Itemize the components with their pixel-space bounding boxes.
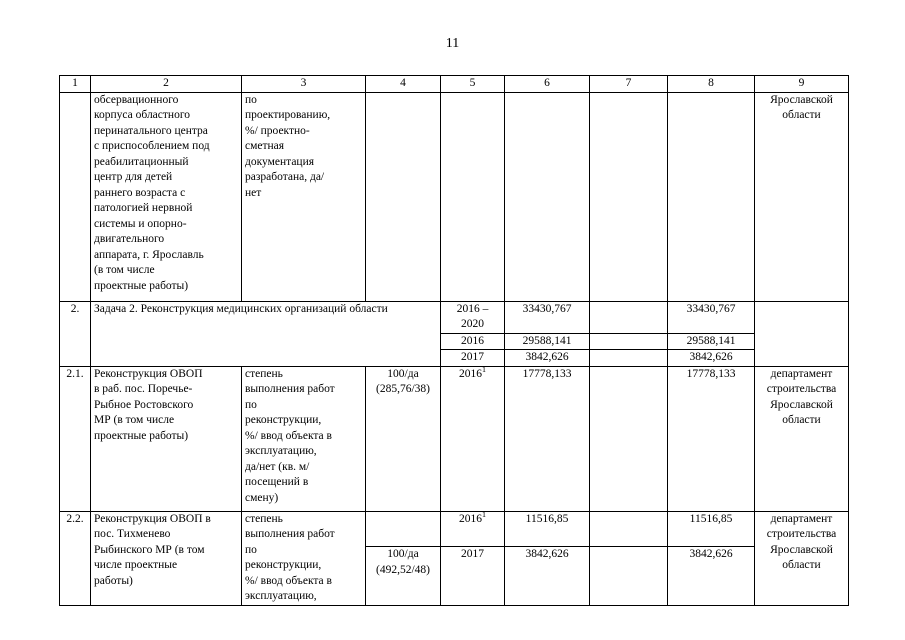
cell-federal (590, 92, 668, 301)
cell-regional: 3842,626 (668, 350, 755, 367)
table-row-continued (60, 92, 849, 301)
header-cell: 7 (590, 76, 668, 93)
header-cell: 8 (668, 76, 755, 93)
cell-indicator: по проектированию, %/ проектно- сметная документация разработана, да/ нет (242, 92, 366, 301)
cell-federal (590, 333, 668, 350)
year-value: 2016 (459, 512, 482, 525)
program-table (59, 75, 849, 606)
table-row-2-1 (60, 366, 849, 511)
cell-executor: департамент строительства Ярославской области (755, 366, 849, 511)
cell-total: 3842,626 (505, 547, 590, 605)
cell-target (366, 92, 441, 301)
cell-year (441, 92, 505, 301)
cell-total: 11516,85 (505, 511, 590, 547)
cell-executor (755, 301, 849, 366)
cell-regional: 33430,767 (668, 301, 755, 333)
task-title: Задача 2. Реконструкция медицинских организаций области (91, 301, 441, 366)
cell-year: 2017 (441, 350, 505, 367)
cell-regional: 11516,85 (668, 511, 755, 547)
cell-federal (590, 511, 668, 547)
cell-year (441, 366, 505, 511)
cell-federal (590, 547, 668, 605)
cell-target: 100/да (285,76/38) (366, 366, 441, 511)
cell-num (60, 92, 91, 301)
cell-regional: 3842,626 (668, 547, 755, 605)
header-cell: 9 (755, 76, 849, 93)
task-number: 2. (60, 301, 91, 366)
cell-target (366, 511, 441, 547)
cell-total: 17778,133 (505, 366, 590, 511)
cell-regional: 17778,133 (668, 366, 755, 511)
header-cell: 3 (242, 76, 366, 93)
cell-federal (590, 301, 668, 333)
cell-year: 2016 (441, 333, 505, 350)
cell-regional: 29588,141 (668, 333, 755, 350)
cell-year: 2016 – 2020 (441, 301, 505, 333)
cell-total (505, 92, 590, 301)
task-row (60, 301, 849, 333)
cell-federal (590, 366, 668, 511)
header-cell: 4 (366, 76, 441, 93)
cell-measure-name: Реконструкция ОВОП в раб. пос. Поречье- Рыбное Ростовского МР (в том числе проектные работы) (91, 366, 242, 511)
cell-year: 2017 (441, 547, 505, 605)
cell-measure-name: Реконструкция ОВОП в пос. Тихменево Рыбинского МР (в том числе проектные работы) (91, 511, 242, 605)
cell-num: 2.1. (60, 366, 91, 511)
cell-total: 3842,626 (505, 350, 590, 367)
cell-executor: Ярославской области (755, 92, 849, 301)
header-row (60, 76, 849, 93)
cell-indicator: степень выполнения работ по реконструкции, %/ ввод объекта в эксплуатацию, (242, 511, 366, 605)
header-cell: 2 (91, 76, 242, 93)
cell-measure-name: обсервационного корпуса областного перинатального центра с приспособлением под реабилитационный центр для детей раннего возраста с патологией нервной системы и опорно- двигательного аппарата, г. Ярославль (в том числе проектные работы) (91, 92, 242, 301)
year-value: 2016 (459, 367, 482, 380)
cell-num: 2.2. (60, 511, 91, 605)
footnote-mark: 1 (482, 364, 486, 374)
cell-regional (668, 92, 755, 301)
cell-federal (590, 350, 668, 367)
header-cell: 1 (60, 76, 91, 93)
cell-total: 29588,141 (505, 333, 590, 350)
page-number: 11 (445, 36, 460, 51)
table-row-2-2 (60, 511, 849, 547)
footnote-mark: 1 (482, 509, 486, 519)
cell-target: 100/да (492,52/48) (366, 547, 441, 605)
header-cell: 5 (441, 76, 505, 93)
header-cell: 6 (505, 76, 590, 93)
cell-executor: департамент строительства Ярославской области (755, 511, 849, 605)
cell-year (441, 511, 505, 547)
cell-indicator: степень выполнения работ по реконструкции, %/ ввод объекта в эксплуатацию, да/нет (кв. м/ посещений в смену) (242, 366, 366, 511)
cell-total: 33430,767 (505, 301, 590, 333)
